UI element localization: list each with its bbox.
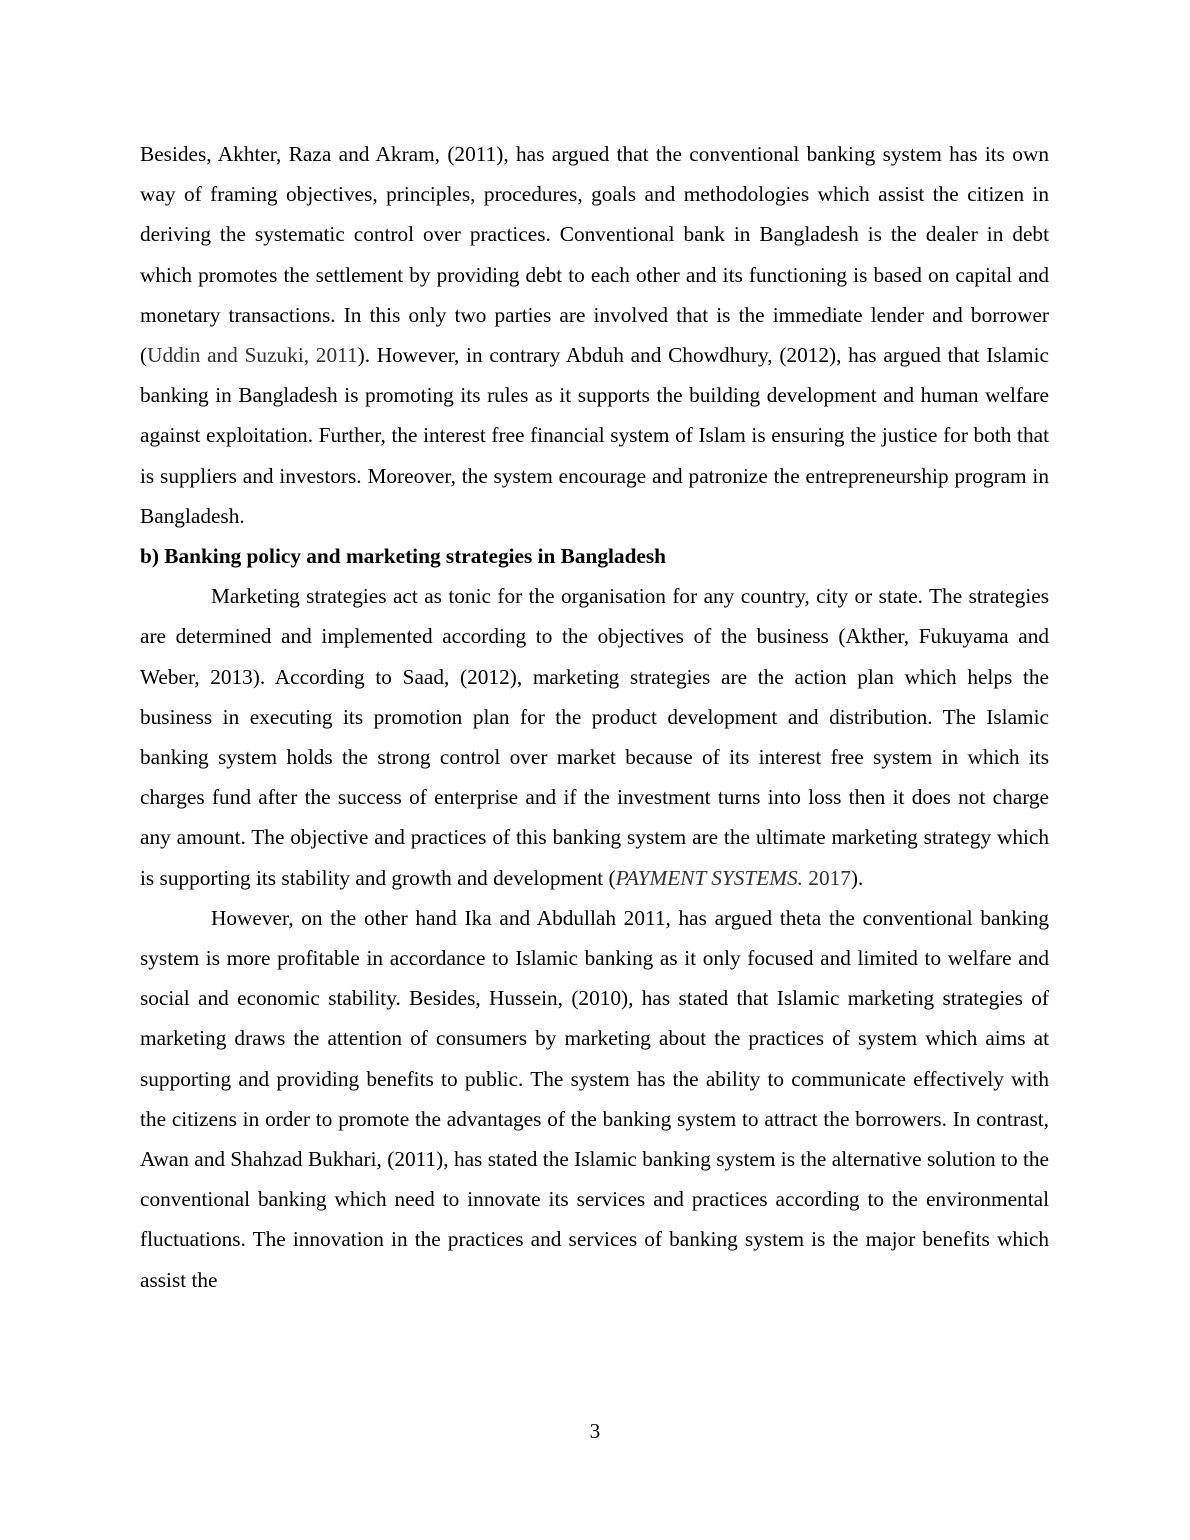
paragraph-1-text-end: ). However, in contrary Abduh and Chowdhury, (2012), has argued that Islamic banking in Bangladesh is promoting its rules as it supports the building development and human welfare against exploitation. Further, the interest free financial system of Islam is ensuring the justice for both that is suppliers and investors. Moreover, the system encourage and patronize the entrepreneurship program in Bangladesh. (140, 343, 1049, 528)
paragraph-3: However, on the other hand Ika and Abdullah 2011, has argued theta the conventional banking system is more profitable in accordance to Islamic banking as it only focused and limited to welfare and social and economic stability. Besides, Hussein, (2010), has stated that Islamic marketing strategies of marketing draws the attention of consumers by marketing about the practices of system which aims at supporting and providing benefits to public. The system has the ability to communicate effectively with the citizens in order to promote the advantages of the banking system to attract the borrowers. In contrast, Awan and Shahzad Bukhari, (2011), has stated the Islamic banking system is the alternative solution to the conventional banking which need to innovate its services and practices according to the environmental fluctuations. The innovation in the practices and services of banking system is the major benefits which assist the (140, 905, 1049, 1292)
page-number: 3 (589, 1419, 601, 1443)
paragraph-2-text-end: ). (850, 865, 864, 890)
paragraph-2 (140, 576, 1049, 898)
paragraph-2-text-start: Marketing strategies act as tonic for the organisation for any country, city or state. The strategies are determined and implemented according to the objectives of the business (Akther, Fukuyama and Weber, 2013). According to Saad, (2012), marketing strategies are the action plan which helps the business in executing its promotion plan for the product development and distribution. The Islamic banking system holds the strong control over market because of its interest free system in which its charges fund after the success of enterprise and if the investment turns into loss then it does not charge any amount. The objective and practices of this banking system are the ultimate marketing strategy which is supporting its stability and growth and development ( (140, 584, 1049, 890)
section-heading: b) Banking policy and marketing strategies in Bangladesh (140, 544, 666, 569)
paragraph-1 (140, 134, 1049, 536)
page-body (140, 134, 1049, 1300)
paragraph-1-text-start: Besides, Akhter, Raza and Akram, (2011), has argued that the conventional banking system has its own way of framing objectives, principles, procedures, goals and methodologies which assist the citizen in deriving the systematic control over practices. Conventional bank in Bangladesh is the dealer in debt which promotes the settlement by providing debt to each other and its functioning is based on capital and monetary transactions. In this only two parties are involved that is the immediate lender and borrower ( (140, 142, 1049, 368)
citation-uddin-suzuki: Uddin and Suzuki, 2011 (147, 343, 358, 368)
citation-payment-systems: PAYMENT SYSTEMS. (615, 865, 803, 890)
citation-year: 2017 (802, 865, 851, 890)
